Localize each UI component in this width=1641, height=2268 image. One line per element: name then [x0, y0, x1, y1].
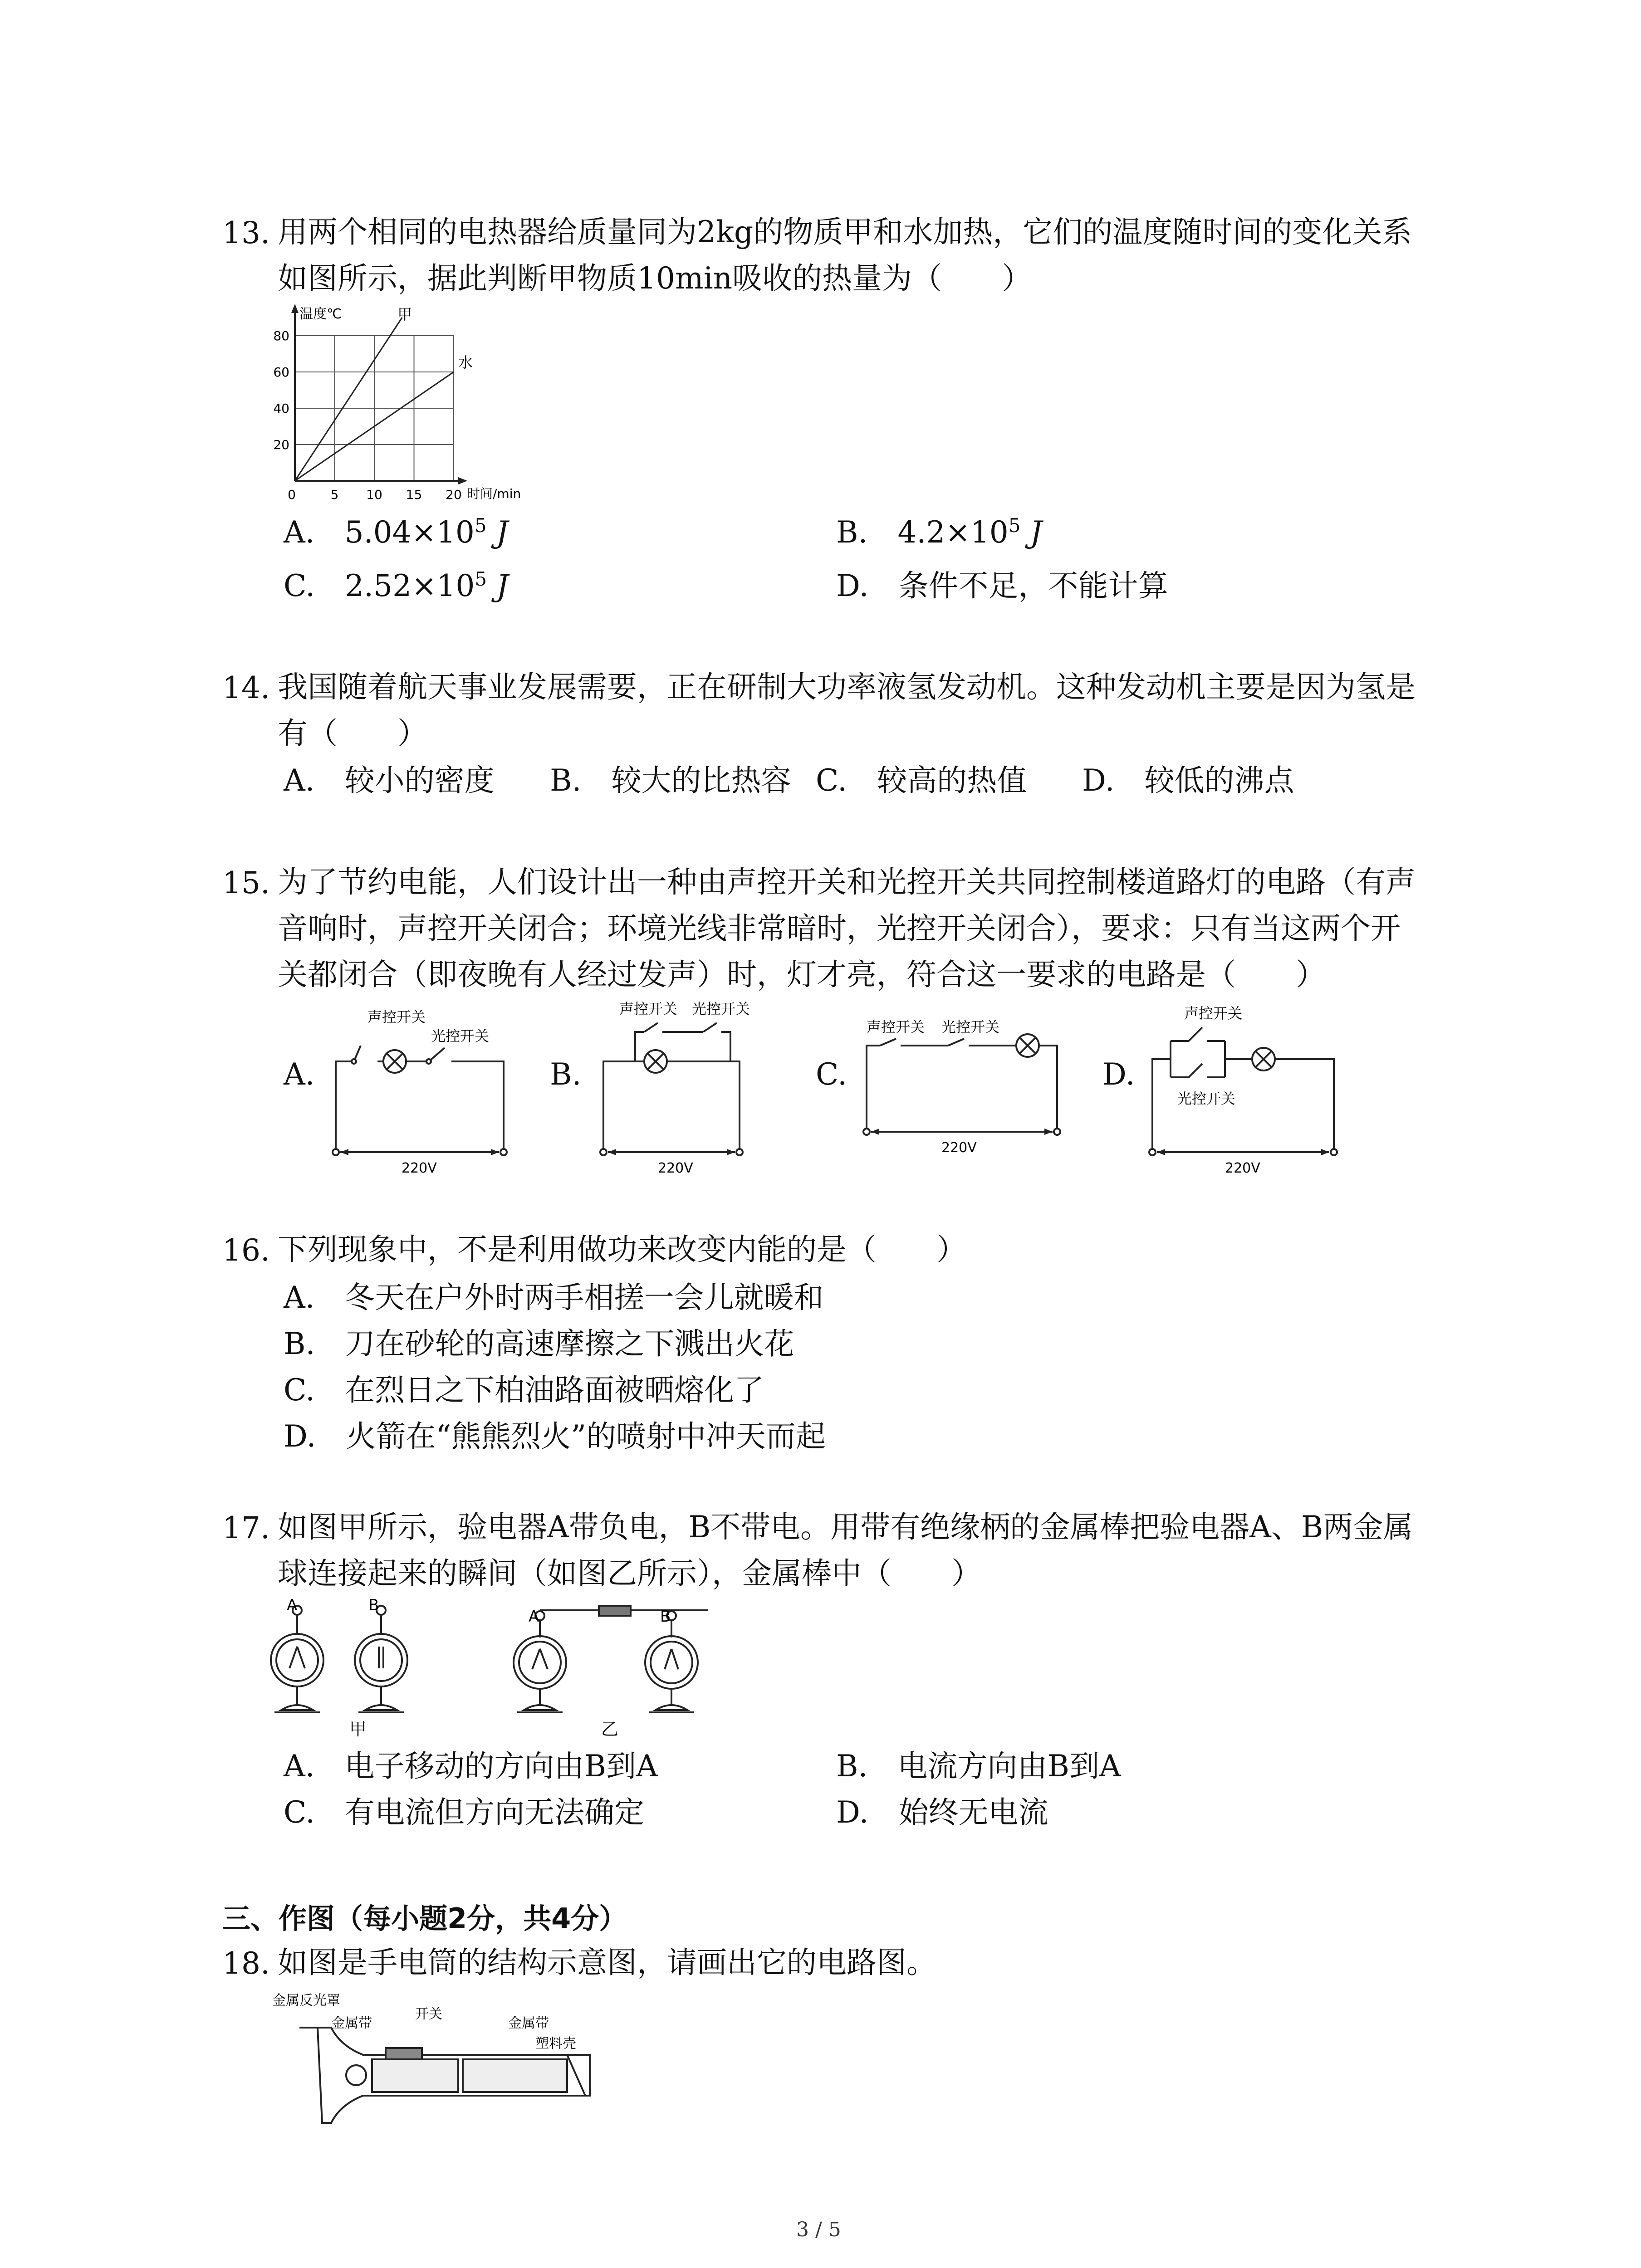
q18-stem: 如图是手电筒的结构示意图，请画出它的电路图。	[278, 1945, 936, 1980]
q13-option-a[interactable]	[284, 508, 508, 551]
chart-xlabel: 时间/min	[467, 486, 521, 501]
x-tick-label: 10	[366, 487, 382, 502]
q15-label-c[interactable]: C.	[816, 1057, 847, 1092]
y-tick-label: 40	[273, 401, 289, 416]
circuit-a-sound-switch: 声控开关	[367, 1008, 426, 1026]
q13-option-d[interactable]: D. 条件不足，不能计算	[836, 568, 1168, 603]
circuit-d-sound-switch: 声控开关	[1184, 1005, 1243, 1022]
q13-chart	[263, 299, 554, 508]
q16-option-c[interactable]: C. 在烈日之下柏油路面被晒熔化了	[284, 1373, 764, 1408]
flashlight-figure	[272, 1987, 635, 2132]
q13-number: 13.	[222, 215, 270, 250]
chart-axes	[291, 304, 467, 484]
q14-option-c[interactable]: C. 较高的热值	[816, 763, 1027, 798]
q17-option-d[interactable]: D. 始终无电流	[836, 1795, 1048, 1830]
page-number: 3 / 5	[796, 2218, 841, 2241]
fig-label-b-jia: B	[368, 1597, 379, 1614]
series-line-jia	[295, 318, 402, 481]
q15-number: 15.	[222, 865, 270, 900]
q16-option-b[interactable]: B. 刀在砂轮的高速摩擦之下溅出火花	[284, 1326, 794, 1361]
q14-option-d[interactable]: D. 较低的沸点	[1082, 763, 1294, 798]
q13-option-c-unit: J	[487, 568, 509, 603]
q13-option-b-text: B. 4.2×10	[836, 515, 1009, 550]
q15-line1: 为了节约电能，人们设计出一种由声控开关和光控开关共同控制楼道路灯的电路（有声	[278, 865, 1416, 899]
q14-option-a[interactable]: A. 较小的密度	[284, 763, 495, 798]
q15-line3: 关都闭合（即夜晚有人经过发声）时，灯才亮，符合这一要求的电路是（ ）	[278, 957, 1326, 992]
q16-number: 16.	[222, 1233, 270, 1268]
q15-label-a[interactable]: A.	[284, 1057, 315, 1092]
fig-label-a-jia: A	[287, 1597, 298, 1614]
q13-option-b-unit: J	[1020, 515, 1042, 550]
q15-line2: 音响时，声控开关闭合；环境光线非常暗时，光控开关闭合），要求：只有当这两个开	[278, 911, 1401, 946]
x-tick-label: 20	[446, 487, 462, 502]
fig-label-b-yi: B	[660, 1608, 671, 1626]
series-label-shui: 水	[458, 354, 473, 371]
q14-option-b[interactable]: B. 较大的比热容	[550, 763, 791, 798]
y-tick-label: 80	[273, 328, 289, 343]
q18-number: 18.	[222, 1946, 270, 1981]
circuit-b	[594, 996, 794, 1177]
circuit-c-voltage: 220V	[941, 1140, 977, 1156]
q17-line2: 球连接起来的瞬间（如图乙所示），金属棒中（ ）	[278, 1556, 981, 1591]
circuit-b-light-switch: 光控开关	[692, 1000, 750, 1017]
circuit-a-voltage: 220V	[402, 1160, 437, 1176]
label-strip-1: 金属带	[331, 2015, 372, 2031]
label-shell: 塑料壳	[535, 2036, 576, 2052]
x-tick-label: 15	[406, 487, 422, 502]
section-3-title: 三、作图（每小题2分，共4分）	[222, 1902, 627, 1935]
q17-line1: 如图甲所示，验电器A带负电，B不带电。用带有绝缘柄的金属棒把验电器A、B两金属	[278, 1510, 1413, 1545]
circuit-c-sound-switch: 声控开关	[867, 1018, 925, 1036]
circuit-c	[857, 996, 1075, 1159]
chart-ylabel: 温度℃	[299, 306, 342, 322]
y-tick-label: 0	[288, 487, 296, 502]
q13-option-b-exp: 5	[1008, 514, 1021, 537]
q16-option-a[interactable]: A. 冬天在户外时两手相搓一会儿就暖和	[284, 1280, 824, 1315]
q17-option-c[interactable]: C. 有电流但方向无法确定	[284, 1795, 645, 1830]
q14-line1: 我国随着航天事业发展需要，正在研制大功率液氢发动机。这种发动机主要是因为氢是	[278, 670, 1416, 704]
label-reflector: 金属反光罩	[272, 1993, 340, 2009]
series-label-jia: 甲	[397, 306, 412, 323]
circuit-b-sound-switch: 声控开关	[619, 1000, 678, 1017]
q14-line2: 有（ ）	[278, 716, 427, 751]
circuit-a	[327, 996, 526, 1177]
electroscope-a-jia	[271, 1606, 323, 1712]
circuit-d-light-switch: 光控开关	[1177, 1090, 1236, 1107]
y-tick-label: 20	[273, 437, 289, 452]
circuit-d	[1143, 996, 1352, 1186]
q13-option-a-exp: 5	[474, 514, 487, 537]
circuit-b-voltage: 220V	[658, 1160, 693, 1176]
q16-stem: 下列现象中，不是利用做功来改变内能的是（ ）	[278, 1232, 966, 1267]
q15-label-b[interactable]: B.	[550, 1057, 582, 1092]
label-strip-2: 金属带	[508, 2015, 549, 2031]
circuit-c-light-switch: 光控开关	[941, 1018, 1000, 1036]
q13-option-c-exp: 5	[475, 568, 487, 590]
q17-option-a[interactable]: A. 电子移动的方向由B到A	[284, 1749, 658, 1784]
q13-option-a-text: A. 5.04×10	[284, 515, 475, 550]
q17-figure	[263, 1597, 762, 1742]
q14-number: 14.	[222, 670, 270, 705]
q13-option-a-unit: J	[486, 515, 509, 550]
q13-option-c[interactable]	[284, 562, 509, 605]
electroscope-b-jia	[355, 1606, 407, 1712]
q15-label-d[interactable]: D.	[1102, 1057, 1135, 1092]
q13-line1: 用两个相同的电热器给质量同为2kg的物质甲和水加热，它们的温度随时间的变化关系	[278, 215, 1412, 249]
q17-number: 17.	[222, 1510, 270, 1545]
q16-option-d[interactable]: D. 火箭在“熊熊烈火”的喷射中冲天而起	[284, 1419, 826, 1454]
circuit-a-light-switch: 光控开关	[431, 1027, 490, 1045]
fig-label-a-yi: A	[529, 1608, 539, 1626]
fig-label-jia: 甲	[349, 1719, 367, 1739]
q17-option-b[interactable]: B. 电流方向由B到A	[836, 1749, 1121, 1784]
label-switch: 开关	[415, 2006, 442, 2022]
q13-option-b[interactable]	[836, 508, 1042, 551]
electroscope-pair-yi	[514, 1606, 708, 1712]
x-tick-label: 5	[330, 487, 339, 502]
q13-option-c-text: C. 2.52×10	[284, 568, 475, 603]
q13-line2: 如图所示，据此判断甲物质10min吸收的热量为（ ）	[278, 261, 1032, 296]
circuit-d-voltage: 220V	[1225, 1160, 1260, 1176]
y-tick-label: 60	[273, 365, 289, 380]
fig-label-yi: 乙	[601, 1719, 619, 1739]
chart-grid	[295, 336, 454, 481]
